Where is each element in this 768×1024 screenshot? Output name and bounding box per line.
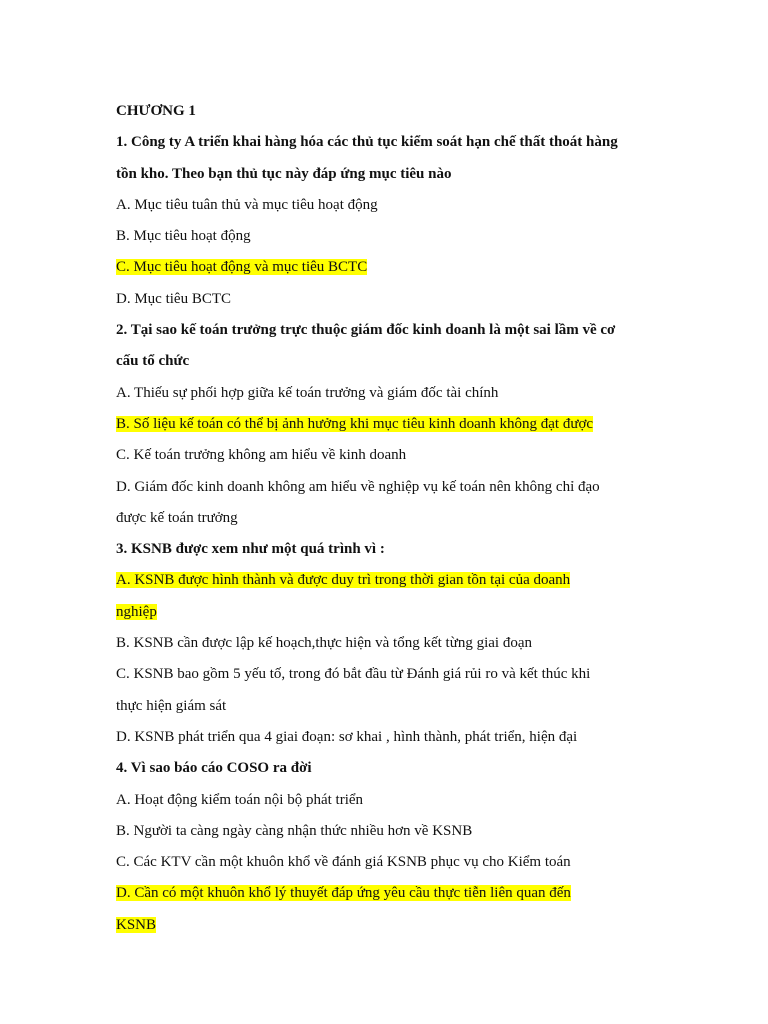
question-2-option-d-line-1: D. Giám đốc kinh doanh không am hiểu về nghiệp vụ kế toán nên không chỉ đạo [116, 478, 600, 495]
question-2-option-a: A. Thiếu sự phối hợp giữa kế toán trưởng và giám đốc tài chính [116, 384, 499, 401]
question-1-text-line-1: 1. Công ty A triển khai hàng hóa các thủ tục kiểm soát hạn chế thất thoát hàng [116, 134, 618, 151]
question-2-text-line-1: 2. Tại sao kế toán trưởng trực thuộc giám đốc kinh doanh là một sai lầm về cơ [116, 322, 616, 339]
question-2-option-d-line-2: được kế toán trưởng [116, 509, 238, 526]
question-3-option-a-answer-line-2 [116, 597, 656, 628]
question-4-option-d-answer-line-1 [116, 878, 656, 909]
question-2 [116, 315, 656, 534]
question-1-option-d: D. Mục tiêu BCTC [116, 290, 231, 307]
question-2-option-b-answer [116, 409, 656, 440]
question-3 [116, 534, 656, 753]
question-1-option-c-answer [116, 252, 656, 283]
question-3-option-d: D. KSNB phát triển qua 4 giai đoạn: sơ khai , hình thành, phát triển, hiện đại [116, 728, 578, 745]
answer-highlight: D. Cần có một khuôn khổ lý thuyết đáp ứng yêu cầu thực tiễn liên quan đến [116, 885, 571, 902]
question-4-option-d-answer-line-2 [116, 910, 656, 941]
answer-highlight: nghiệp [116, 603, 157, 620]
question-2-option-c: C. Kế toán trưởng không am hiểu về kinh doanh [116, 447, 407, 464]
question-3-option-c-line-2: thực hiện giám sát [116, 697, 227, 714]
question-3-option-a-answer-line-1 [116, 565, 656, 596]
answer-highlight: A. KSNB được hình thành và được duy trì trong thời gian tồn tại của doanh [116, 572, 571, 589]
question-4 [116, 753, 656, 941]
chapter-title: CHƯƠNG 1 [116, 103, 196, 119]
answer-highlight: C. Mục tiêu hoạt động và mục tiêu BCTC [116, 259, 368, 276]
question-4-text: 4. Vì sao báo cáo COSO ra đời [116, 760, 312, 777]
document-page [116, 96, 656, 941]
question-4-option-b: B. Người ta càng ngày càng nhận thức nhiều hơn về KSNB [116, 822, 473, 839]
question-4-option-c: C. Các KTV cần một khuôn khổ về đánh giá KSNB phục vụ cho Kiểm toán [116, 854, 571, 871]
question-1-option-a: A. Mục tiêu tuân thủ và mục tiêu hoạt động [116, 196, 378, 213]
answer-highlight: B. Số liệu kế toán có thể bị ảnh hưởng khi mục tiêu kinh doanh không đạt được [116, 415, 594, 432]
question-3-option-b: B. KSNB cần được lập kế hoạch,thực hiện và tổng kết từng giai đoạn [116, 635, 532, 652]
question-1-option-b: B. Mục tiêu hoạt động [116, 228, 251, 245]
question-3-text: 3. KSNB được xem như một quá trình vì : [116, 541, 385, 558]
question-3-option-c-line-1: C. KSNB bao gồm 5 yếu tố, trong đó bắt đầu từ Đánh giá rủi ro và kết thúc khi [116, 666, 591, 683]
question-4-option-a: A. Hoạt động kiểm toán nội bộ phát triển [116, 791, 364, 808]
question-1 [116, 127, 656, 315]
question-1-text-line-2: tồn kho. Theo bạn thủ tục này đáp ứng mục tiêu nào [116, 165, 452, 182]
answer-highlight: KSNB [116, 916, 157, 933]
question-2-text-line-2: cấu tổ chức [116, 353, 190, 370]
